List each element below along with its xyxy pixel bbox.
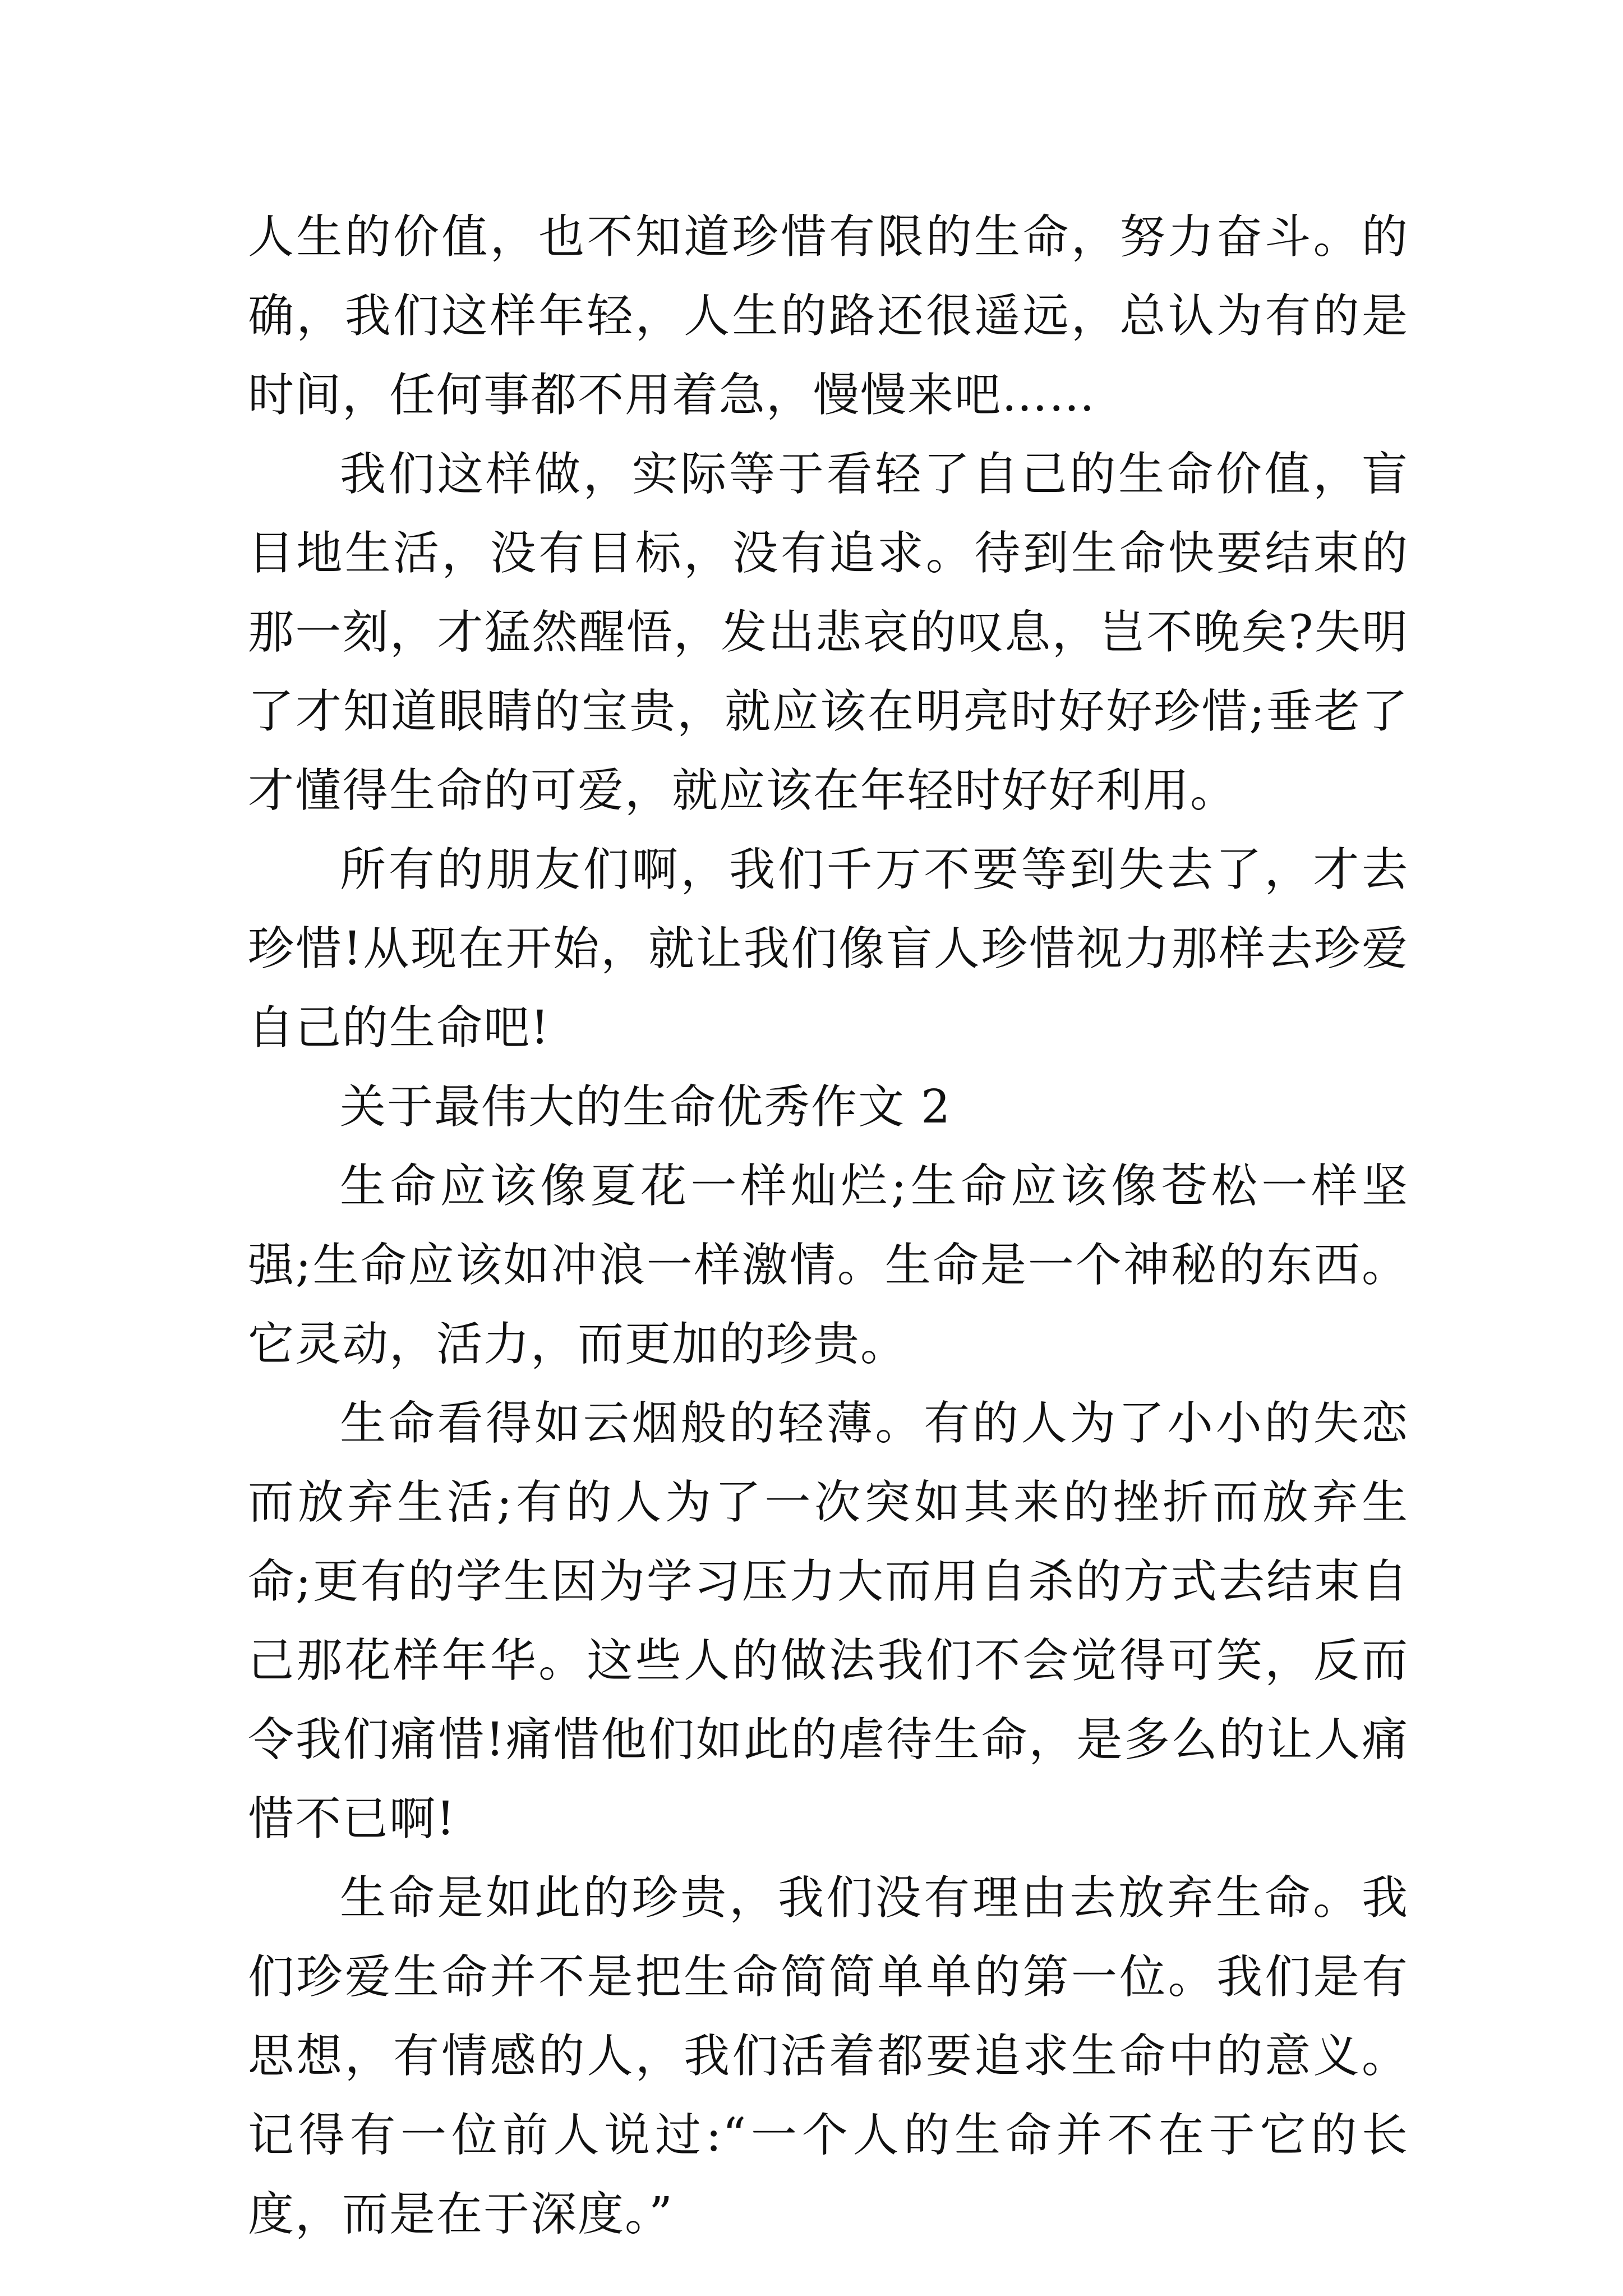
paragraph-1: 人生的价值，也不知道珍惜有限的生命，努力奋斗。的确，我们这样年轻，人生的路还很遥远，总认为有的是时间，任何事都不用着急，慢慢来吧…… (248, 210, 1409, 422)
paragraph-4: 生命应该像夏花一样灿烂;生命应该像苍松一样坚强;生命应该如冲浪一样激情。生命是一个神秘的东西。它灵动，活力，而更加的珍贵。 (248, 1159, 1409, 1371)
section-title: 关于最伟大的生命优秀作文 2 (340, 1080, 952, 1134)
paragraph-6: 生命是如此的珍贵，我们没有理由去放弃生命。我们珍爱生命并不是把生命简简单单的第一位。我们是有思想，有情感的人，我们活着都要追求生命中的意义。记得有一位前人说过:“一个人的生命并不在于它的长度，而是在于深度。” (248, 1871, 1409, 2241)
document-body (248, 197, 1409, 2254)
paragraph-2: 我们这样做，实际等于看轻了自己的生命价值，盲目地生活，没有目标，没有追求。待到生命快要结束的那一刻，才猛然醒悟，发出悲哀的叹息，岂不晚矣?失明了才知道眼睛的宝贵，就应该在明亮时好好珍惜;垂老了才懂得生命的可爱，就应该在年轻时好好利用。 (248, 448, 1409, 817)
paragraph-3: 所有的朋友们啊，我们千万不要等到失去了，才去珍惜!从现在开始，就让我们像盲人珍惜视力那样去珍爱自己的生命吧! (248, 843, 1409, 1055)
paragraph-5: 生命看得如云烟般的轻薄。有的人为了小小的失恋而放弃生活;有的人为了一次突如其来的挫折而放弃生命;更有的学生因为学习压力大而用自杀的方式去结束自己那花样年华。这些人的做法我们不会觉得可笑，反而令我们痛惜!痛惜他们如此的虐待生命，是多么的让人痛惜不已啊! (248, 1397, 1409, 1846)
